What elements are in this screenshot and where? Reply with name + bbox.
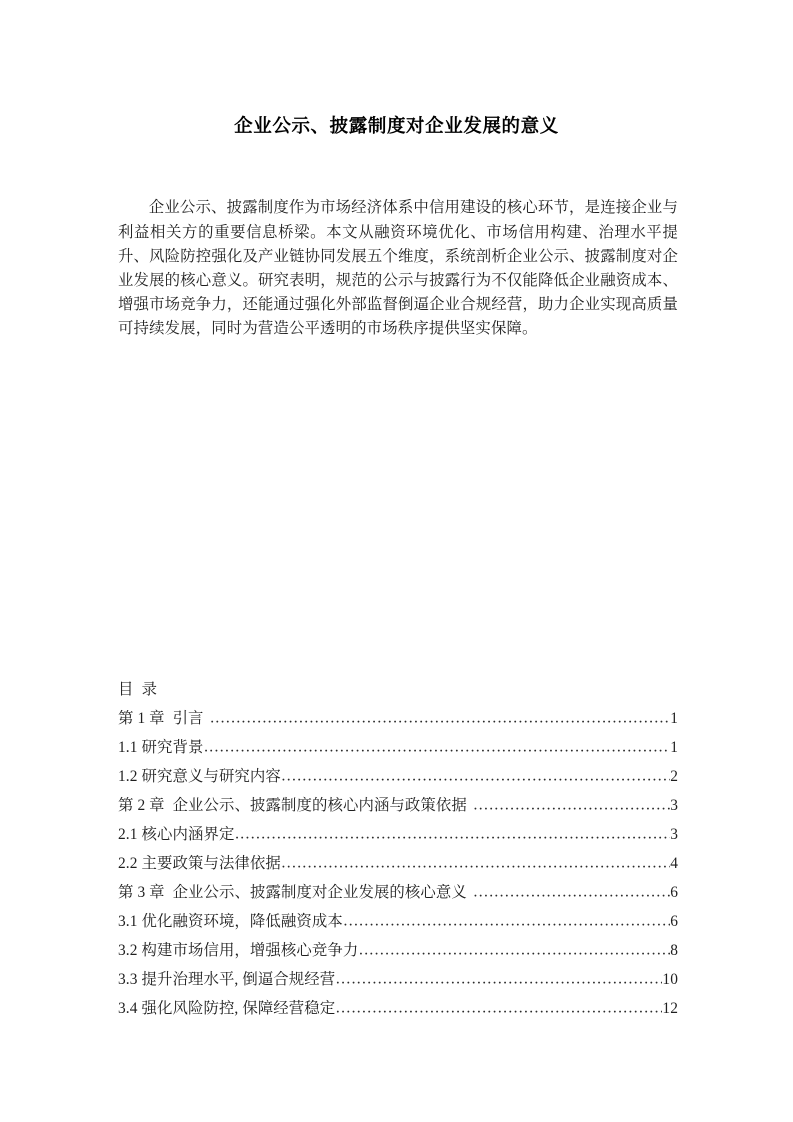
- toc-entry-label: 第 1 章 引言: [118, 710, 204, 727]
- page-title: 企业公示、披露制度对企业发展的意义: [234, 116, 559, 138]
- toc-entry[interactable]: [118, 820, 678, 849]
- toc-entry[interactable]: [118, 965, 678, 994]
- toc-dot-leader: [335, 969, 662, 984]
- toc-dot-leader: [210, 708, 671, 723]
- toc-entry[interactable]: [118, 994, 678, 1023]
- toc-entry[interactable]: [118, 849, 678, 878]
- toc-dot-leader: [335, 998, 662, 1013]
- toc-entry-label: 第 2 章 企业公示、披露制度的核心内涵与政策依据: [118, 797, 467, 814]
- toc-heading: 目 录: [118, 681, 158, 698]
- toc-entry-label: 3.2 构建市场信用，增强核心竞争力: [118, 942, 359, 959]
- toc-dot-leader: [343, 911, 670, 926]
- toc-entry-page-number: 8: [670, 942, 678, 959]
- toc-dot-leader: [473, 882, 670, 897]
- toc-entry[interactable]: [118, 936, 678, 965]
- toc-entry-label: 2.2 主要政策与法律依据: [118, 855, 281, 872]
- toc-dot-leader: [203, 737, 670, 752]
- toc-entry-label: 1.2 研究意义与研究内容: [118, 768, 281, 785]
- toc-entry-page-number: 4: [670, 855, 678, 872]
- toc-dot-leader: [234, 824, 670, 839]
- toc-entry-page-number: 6: [670, 913, 678, 930]
- toc-entry-page-number: 3: [670, 826, 678, 843]
- toc-entry-page-number: 1: [670, 710, 678, 727]
- toc-entry-label: 2.1 核心内涵界定: [118, 826, 235, 843]
- toc-entry[interactable]: [118, 733, 678, 762]
- toc-entry-label: 3.3 提升治理水平, 倒逼合规经营: [118, 971, 336, 988]
- toc-entry[interactable]: [118, 762, 678, 791]
- toc-entry[interactable]: [118, 907, 678, 936]
- toc-dot-leader: [281, 853, 670, 868]
- toc-entry[interactable]: [118, 704, 678, 733]
- toc-entry-page-number: 12: [662, 1000, 678, 1017]
- abstract-paragraph: 企业公示、披露制度作为市场经济体系中信用建设的核心环节，是连接企业与利益相关方的重要信息桥梁。本文从融资环境优化、市场信用构建、治理水平提升、风险防控强化及产业链协同发展五个维度，系统剖析企业公示、披露制度对企业发展的核心意义。研究表明，规范的公示与披露行为不仅能降低企业融资成本、增强市场竞争力，还能通过强化外部监督倒逼企业合规经营，助力企业实现高质量可持续发展，同时为营造公平透明的市场秩序提供坚实保障。: [118, 199, 678, 338]
- toc-dot-leader: [281, 766, 670, 781]
- toc-entry-label: 3.4 强化风险防控, 保障经营稳定: [118, 1000, 336, 1017]
- toc-entry-page-number: 1: [670, 739, 678, 756]
- toc-dot-leader: [358, 940, 670, 955]
- toc-dot-leader: [473, 795, 670, 810]
- toc-entry-page-number: 6: [670, 884, 678, 901]
- table-of-contents: [118, 675, 678, 1023]
- toc-entry-label: 1.1 研究背景: [118, 739, 204, 756]
- toc-entry-label: 第 3 章 企业公示、披露制度对企业发展的核心意义: [118, 884, 467, 901]
- toc-entry-page-number: 3: [670, 797, 678, 814]
- toc-entry-page-number: 10: [662, 971, 678, 988]
- toc-entry[interactable]: [118, 791, 678, 820]
- toc-entry[interactable]: [118, 878, 678, 907]
- toc-entry-label: 3.1 优化融资环境，降低融资成本: [118, 913, 343, 930]
- toc-entry-page-number: 2: [670, 768, 678, 785]
- toc-list: [118, 704, 678, 1023]
